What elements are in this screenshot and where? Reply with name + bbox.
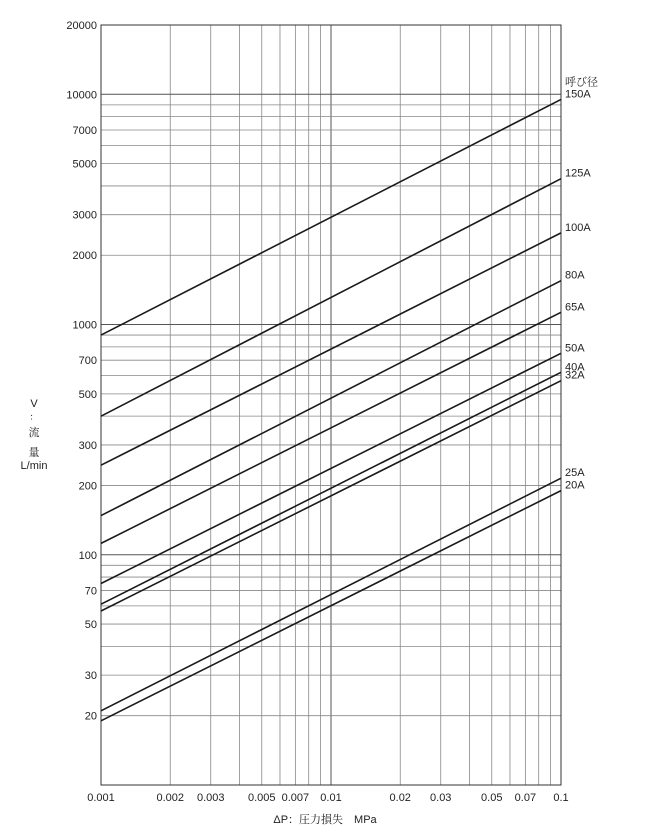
y-tick-label: 1000	[72, 319, 97, 332]
series-label-65a: 65A	[565, 301, 585, 314]
y-tick-label: 5000	[72, 158, 97, 171]
y-tick-label: 200	[78, 480, 97, 493]
x-tick-label: 0.003	[196, 792, 225, 804]
y-axis-title-char-1: V	[30, 398, 38, 410]
series-label-20a: 20A	[565, 479, 585, 492]
series-label-25a: 25A	[565, 467, 585, 480]
series-label-150a: 150A	[565, 88, 591, 101]
series-label-32a: 32A	[565, 369, 585, 382]
series-label-80a: 80A	[565, 269, 585, 282]
series-label-100a: 100A	[565, 221, 591, 234]
x-tick-label: 0.001	[87, 792, 115, 804]
y-tick-label: 50	[84, 619, 97, 632]
x-tick-label: 0.1	[553, 792, 569, 804]
series-label-125a: 125A	[565, 167, 591, 180]
y-axis-title-char-3: 流	[28, 427, 40, 439]
y-tick-label: 10000	[66, 89, 97, 102]
x-axis-title: ΔP：圧力損失 MPa	[273, 814, 377, 826]
legend-title: 呼び径	[565, 76, 598, 89]
y-tick-label: 2000	[72, 250, 97, 263]
y-tick-label: 3000	[72, 209, 97, 222]
y-tick-label: 100	[78, 549, 97, 562]
x-tick-label: 0.01	[320, 792, 342, 804]
x-tick-label: 0.005	[247, 792, 276, 804]
x-tick-label: 0.007	[281, 792, 310, 804]
y-tick-label: 20000	[66, 20, 97, 32]
series-label-50a: 50A	[565, 342, 585, 355]
y-axis-title-char-4: 量	[28, 447, 40, 459]
x-tick-label: 0.07	[514, 792, 537, 804]
y-tick-label: 500	[78, 388, 97, 401]
x-tick-label: 0.03	[430, 792, 452, 804]
x-tick-label: 0.002	[156, 792, 185, 804]
series-label-40a: 40A	[565, 361, 585, 374]
y-tick-label: 300	[78, 439, 97, 452]
y-axis-unit: L/min	[20, 460, 48, 472]
y-tick-label: 700	[78, 355, 97, 368]
y-tick-label: 20	[84, 710, 97, 723]
y-tick-label: 70	[84, 585, 97, 598]
y-tick-label: 30	[84, 670, 97, 683]
y-axis-title-char-2: ：	[29, 412, 39, 422]
x-tick-label: 0.02	[389, 792, 411, 804]
x-tick-label: 0.05	[481, 792, 503, 804]
y-tick-label: 7000	[72, 124, 97, 137]
